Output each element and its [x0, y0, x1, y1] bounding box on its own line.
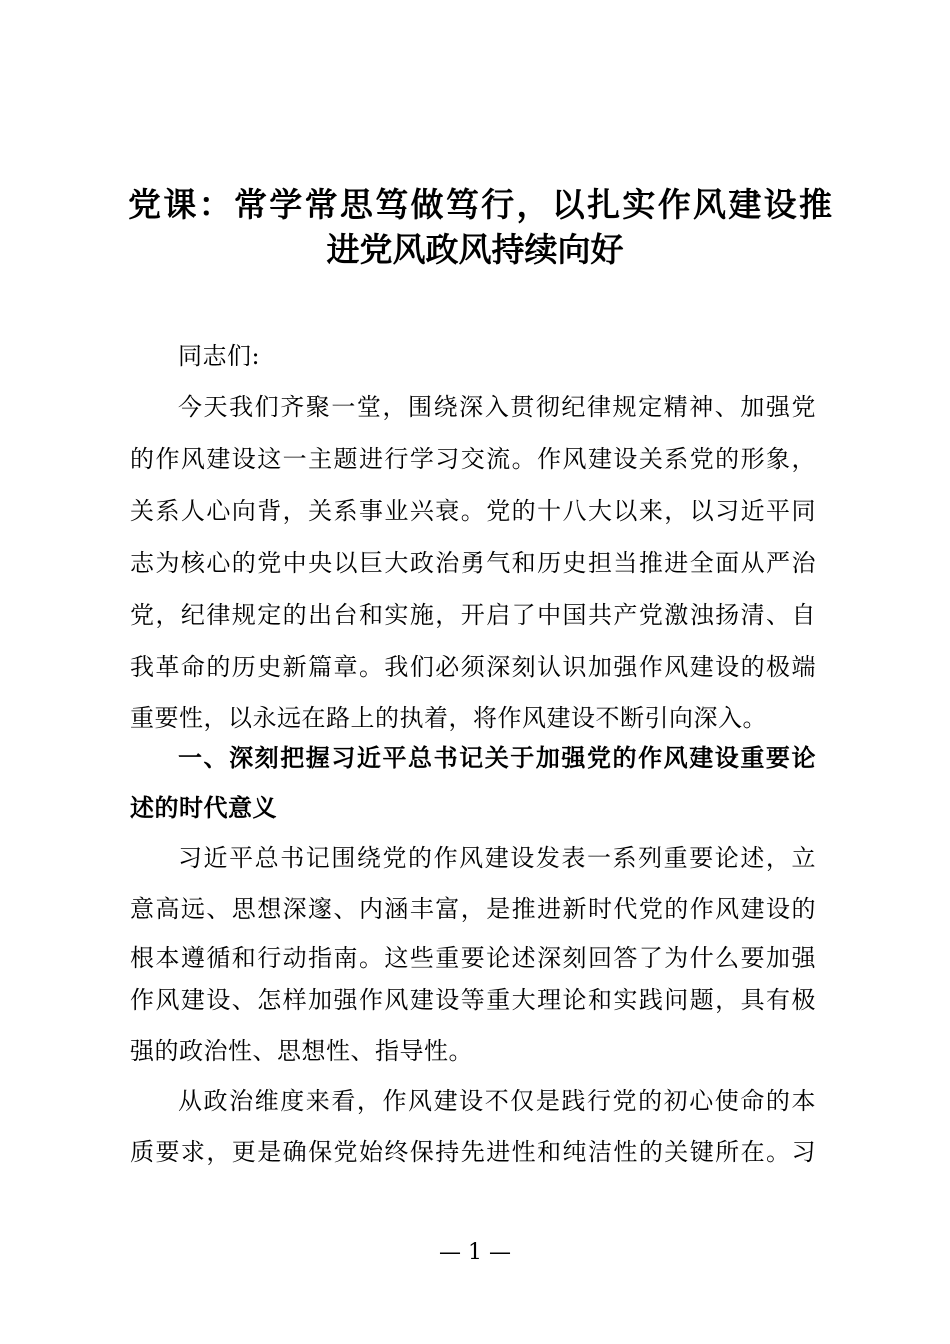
section-heading-line: 一、深刻把握习近平总书记关于加强党的作风建设重要论 — [178, 744, 816, 772]
paragraph-2-line: 作风建设、怎样加强作风建设等重大理论和实践问题，具有极 — [130, 986, 816, 1014]
paragraph-2-line: 根本遵循和行动指南。这些重要论述深刻回答了为什么要加强 — [130, 944, 816, 972]
paragraph-1-line: 的作风建设这一主题进行学习交流。作风建设关系党的形象， — [130, 445, 816, 473]
paragraph-1-line: 重要性，以永远在路上的执着，将作风建设不断引向深入。 — [130, 704, 767, 732]
paragraph-1-line: 我革命的历史新篇章。我们必须深刻认识加强作风建设的极端 — [130, 653, 816, 681]
section-heading-line: 述的时代意义 — [130, 794, 277, 822]
document-title-line-1: 党课：常学常思笃做笃行，以扎实作风建设推 — [128, 185, 832, 224]
paragraph-1-line: 党，纪律规定的出台和实施，开启了中国共产党激浊扬清、自 — [130, 601, 816, 629]
paragraph-1-line: 关系人心向背，关系事业兴衰。党的十八大以来，以习近平同 — [130, 497, 816, 525]
paragraph-2-line: 强的政治性、思想性、指导性。 — [130, 1037, 473, 1065]
document-title-line-2: 进党风政风持续向好 — [326, 230, 624, 269]
paragraph-3-line: 质要求，更是确保党始终保持先进性和纯洁性的关键所在。习 — [130, 1138, 816, 1166]
paragraph-3-line: 从政治维度来看，作风建设不仅是践行党的初心使命的本 — [178, 1087, 816, 1115]
page-number: — 1 — — [439, 1240, 511, 1265]
paragraph-2-line: 意高远、思想深邃、内涵丰富，是推进新时代党的作风建设的 — [130, 895, 816, 923]
paragraph-1-line: 今天我们齐聚一堂，围绕深入贯彻纪律规定精神、加强党 — [178, 393, 816, 421]
salutation: 同志们: — [178, 342, 261, 370]
paragraph-1-line: 志为核心的党中央以巨大政治勇气和历史担当推进全面从严治 — [130, 549, 816, 577]
paragraph-2-line: 习近平总书记围绕党的作风建设发表一系列重要论述，立 — [178, 844, 816, 872]
